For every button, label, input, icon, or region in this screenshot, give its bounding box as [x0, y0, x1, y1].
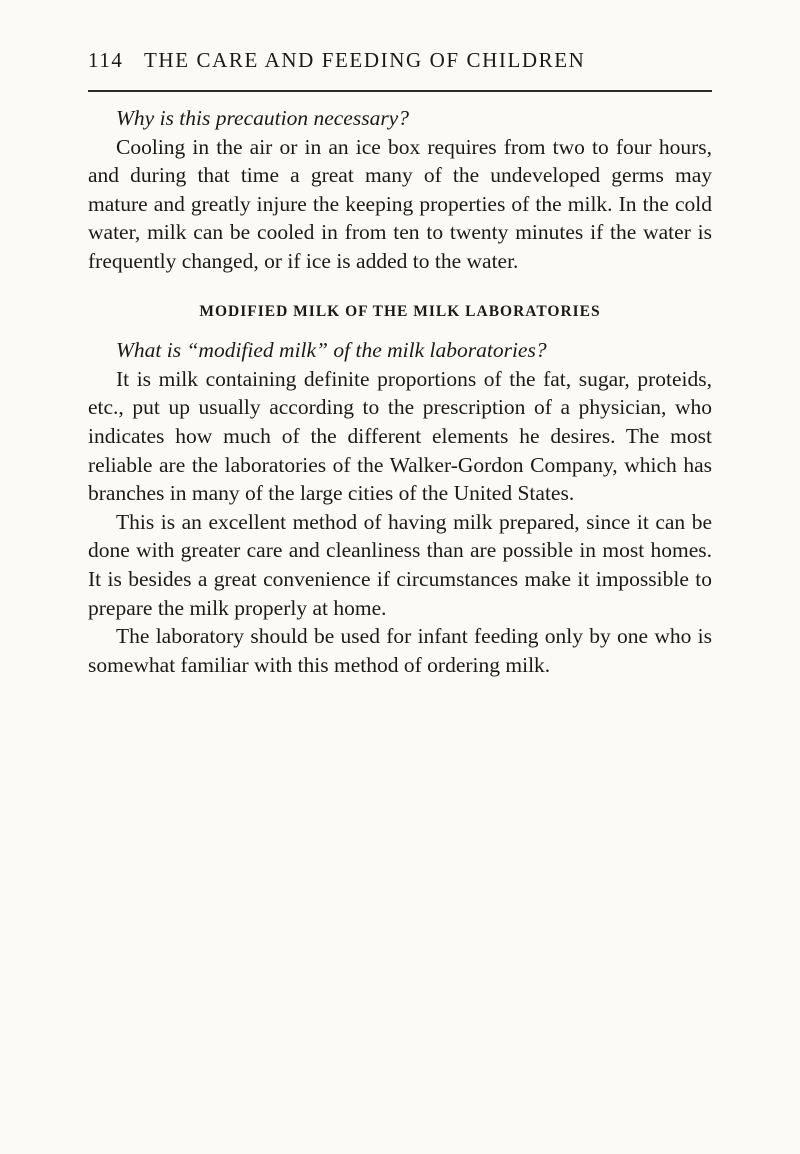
book-page — [88, 48, 712, 679]
question-modified-milk: What is “modified milk” of the milk laboratories? — [116, 338, 547, 363]
running-title: THE CARE AND FEEDING OF CHILDREN — [144, 48, 586, 72]
answer-modified-milk: It is milk containing definite proportions of the fat, sugar, proteids, etc., put up usually according to the prescription of a physician, who indicates how much of the different elements he desires. The most reliable are the laboratories of the Walker-Gordon Company, which has branches in many of the large cities of the United States. — [88, 366, 712, 506]
paragraph-excellent-method: This is an excellent method of having milk prepared, since it can be done with greater care and cleanliness than are possible in most homes. It is besides a great convenience if circumstances make it impossible to prepare the milk properly at home. — [88, 509, 712, 620]
page-number: 114 — [88, 48, 124, 72]
answer-cooling: Cooling in the air or in an ice box requires from two to four hours, and during that time a great many of the undeveloped germs may mature and greatly injure the keeping properties of the milk. In the cold water, milk can be cooled in from ten to twenty minutes if the water is frequently changed, or if ice is added to the water. — [88, 134, 712, 273]
section-heading: MODIFIED MILK OF THE MILK LABORATORIES — [199, 302, 601, 320]
header-rule — [88, 90, 712, 92]
running-head — [88, 48, 712, 78]
paragraph-laboratory-use: The laboratory should be used for infant feeding only by one who is somewhat familiar with this method of ordering milk. — [88, 624, 712, 677]
question-precaution: Why is this precaution necessary? — [116, 106, 409, 130]
body-text — [88, 104, 712, 679]
